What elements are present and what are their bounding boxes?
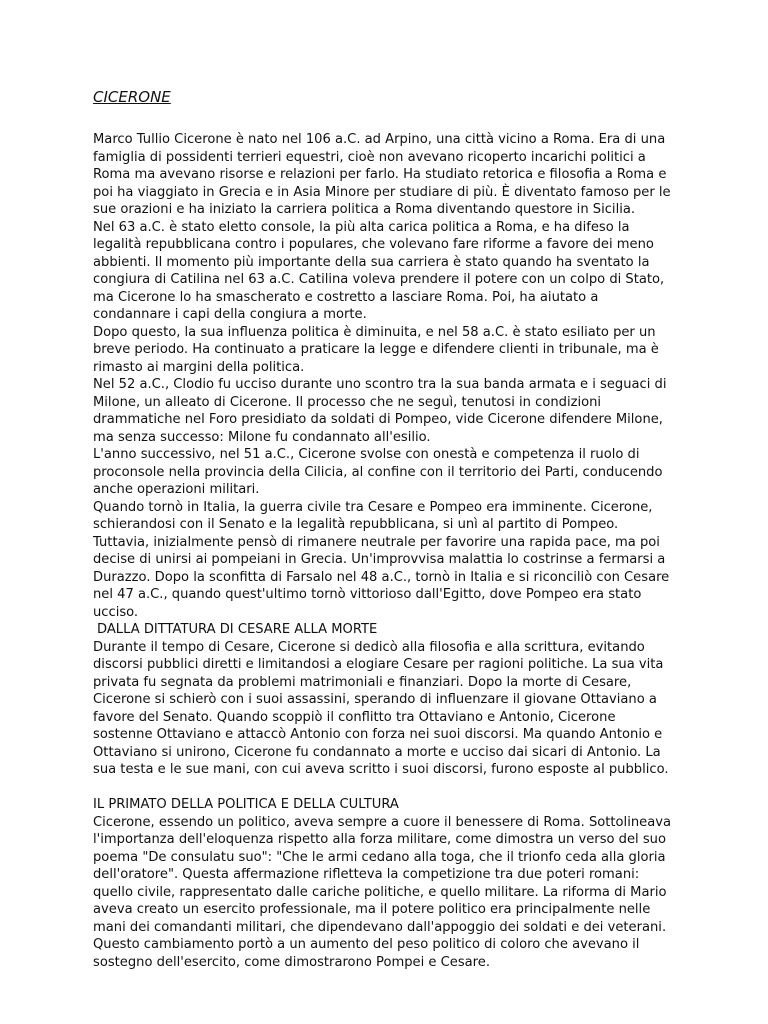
paragraph-politics-culture: Cicerone, essendo un politico, aveva sempre a cuore il benessere di Roma. Sottolineava l'importanza dell'eloquenza rispetto alla forza militare, come dimostra un verso del suo poema "De consulatu suo": "Che le armi cedano alla toga, che il trionfo ceda alla gloria dell'oratore". Questa affermazione rifletteva la competizione tra due poteri romani: quello civile, rappresentato dalle cariche politiche, e quello militare. La riforma di Mario aveva creato un esercito professionale, ma il potere politico era principalmente nelle mani dei comandanti militari, che dipendevano dall'appoggio dei soldati e dei veterani. Questo cambiamento portò a un aumento del peso politico di coloro che avevano il sostegno dell'esercito, come dimostrarono Pompei e Cesare. bbox=[93, 814, 671, 970]
document-page bbox=[93, 87, 678, 971]
section-heading-dictatorship: DALLA DITTATURA DI CESARE ALLA MORTE bbox=[97, 622, 378, 637]
paragraph-cilicia: L'anno successivo, nel 51 a.C., Cicerone svolse con onestà e competenza il ruolo di proconsole nella provincia della Cilicia, al confine con il territorio dei Parti, conducendo anche operazioni militari. bbox=[93, 447, 663, 497]
blank-line bbox=[93, 779, 678, 797]
paragraph-exile: Dopo questo, la sua influenza politica è diminuita, e nel 58 a.C. è stato esiliato per un breve periodo. Ha continuato a praticare la legge e difendere clienti in tribunale, ma è rimasto ai margini della politica. bbox=[93, 324, 659, 375]
paragraph-dictatorship: Durante il tempo di Cesare, Cicerone si dedicò alla filosofia e alla scrittura, evitando discorsi pubblici diretti e limitandosi a elogiare Cesare per ragioni politiche. La sua vita privata fu segnata da problemi matrimoniali e finanziari. Dopo la morte di Cesare, Cicerone si schierò con i suoi assassini, sperando di influenzare il giovane Ottaviano a favore del Senato. Quando scoppiò il conflitto tra Ottaviano e Antonio, Cicerone sostenne Ottaviano e attaccò Antonio con forza nei suoi discorsi. Ma quando Antonio e Ottaviano si unirono, Cicerone fu condannato a morte e ucciso dai sicari di Antonio. La sua testa e le sue mani, con cui aveva scritto i suoi discorsi, furono esposte al pubblico. bbox=[93, 639, 669, 777]
paragraph-clodio-milone: Nel 52 a.C., Clodio fu ucciso durante uno scontro tra la sua banda armata e i seguaci di Milone, un alleato di Cicerone. Il processo che ne seguì, tenutosi in condizioni drammatiche nel Foro presidiato da soldati di Pompeo, vide Cicerone difendere Milone, ma senza successo: Milone fu condannato all'esilio. bbox=[93, 377, 667, 445]
paragraph-civil-war: Quando tornò in Italia, la guerra civile tra Cesare e Pompeo era imminente. Cicerone, schierandosi con il Senato e la legalità repubblicana, si unì al partito di Pompeo. Tuttavia, inizialmente pensò di rimanere neutrale per favorire una rapida pace, ma poi decise di unirsi ai pompeiani in Grecia. Un'improvvisa malattia lo costrinse a fermarsi a Durazzo. Dopo la sconfitta di Farsalo nel 48 a.C., tornò in Italia e si riconciliò con Cesare nel 47 a.C., quando quest'ultimo tornò vittorioso dall'Egitto, dove Pompeo era stato ucciso. bbox=[93, 499, 670, 620]
paragraph-consulship: Nel 63 a.C. è stato eletto console, la più alta carica politica a Roma, e ha difeso la legalità repubblicana contro i populares, che volevano fare riforme a favore dei meno abbienti. Il momento più importante della sua carriera è stato quando ha sventato la congiura di Catilina nel 63 a.C. Catilina voleva prendere il potere con un colpo di Stato, ma Cicerone lo ha smascherato e costretto a lasciare Roma. Poi, ha aiutato a condannare i capi della congiura a morte. bbox=[93, 219, 665, 322]
document-title: CICERONE bbox=[93, 88, 171, 106]
section-heading-politics-culture: IL PRIMATO DELLA POLITICA E DELLA CULTURA bbox=[93, 797, 399, 812]
paragraph-early-life: Marco Tullio Cicerone è nato nel 106 a.C. ad Arpino, una città vicino a Roma. Era di una famiglia di possidenti terrieri equestri, cioè non avevano ricoperto incarichi politici a Roma ma avevano risorse e relazioni per farlo. Ha studiato retorica e filosofia a Roma e poi ha viaggiato in Grecia e in Asia Minore per studiare di più. È diventato famoso per le sue orazioni e ha iniziato la carriera politica a Roma diventando questore in Sicilia. bbox=[93, 132, 671, 217]
